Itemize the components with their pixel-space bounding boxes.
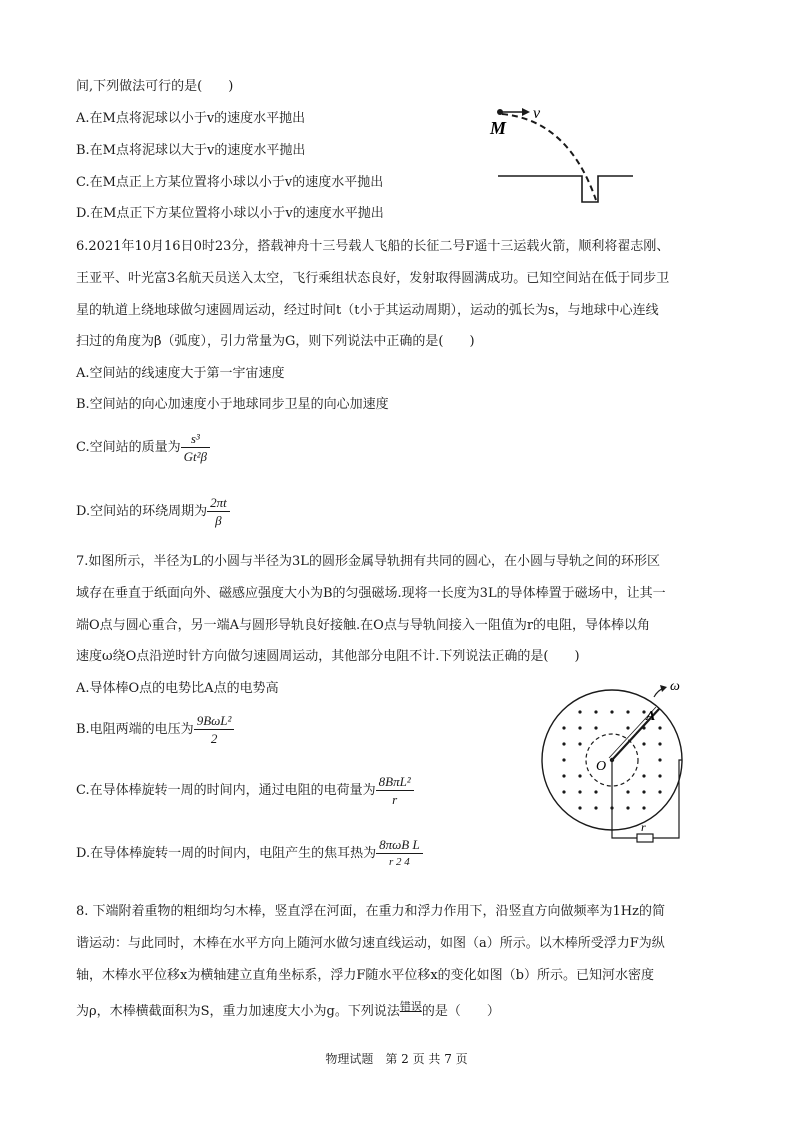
field-dot [626, 710, 629, 713]
q8-line-4-tail: 的是（ ） [421, 1004, 500, 1019]
q6-option-c-text: C.空间站的质量为 [76, 440, 181, 455]
q6-option-b: B.空间站的向心加速度小于地球同步卫星的向心加速度 [76, 397, 389, 412]
field-dot [642, 806, 645, 809]
q5-option-a: A.在M点将泥球以小于v的速度水平抛出 [76, 111, 306, 126]
field-dot [562, 790, 565, 793]
field-dot [562, 758, 565, 761]
point-m-label: M [490, 118, 507, 138]
fraction-numerator: 8BπL² [376, 773, 414, 791]
point-o-label: O [596, 759, 607, 774]
q6-line-2: 王亚平、叶光富3名航天员送入太空，飞行乘组状态良好，发射取得圆满成功。已知空间站在低于同步卫 [76, 271, 670, 286]
field-dot [658, 790, 661, 793]
field-dot [562, 742, 565, 745]
q7-line-3: 端O点与圆心重合，另一端A与圆形导轨良好接触.在O点与导轨间接入一阻值为r的电阻，导体棒以角 [76, 618, 651, 633]
fraction-denominator: r 2 4 [389, 856, 410, 868]
resistor [637, 834, 653, 842]
field-dot [594, 790, 597, 793]
q6-line-1: 6.2021年10月16日0时23分，搭载神舟十三号载人飞船的长征二号F遥十三运载火箭，顺利将翟志刚、 [76, 239, 670, 254]
q6-option-d-fraction [207, 494, 230, 529]
field-dot [642, 742, 645, 745]
omega-label: ω [670, 679, 680, 694]
ground-with-hole [498, 176, 633, 202]
rotation-arrowhead [660, 685, 667, 692]
q8-handwritten-word: 错误 [399, 1000, 422, 1013]
field-dot [578, 806, 581, 809]
q7-line-2: 域存在垂直于纸面向外、磁感应强度大小为B的匀强磁场.现将一长度为3L的导体棒置于磁场中，让其一 [76, 586, 666, 601]
q5-projectile-figure [488, 100, 638, 210]
fraction-denominator: r [392, 792, 398, 807]
q7-option-b-fraction [194, 712, 235, 747]
field-dot [626, 806, 629, 809]
q5-option-c: C.在M点正上方某位置将小球以小于v的速度水平抛出 [76, 175, 384, 190]
velocity-arrowhead [522, 108, 530, 116]
field-dot [642, 774, 645, 777]
page-footer: 物理试题 第 2 页 共 7 页 [325, 1052, 468, 1066]
q8-line-2: 谐运动：与此同时，木棒在水平方向上随河水做匀速直线运动，如图（a）所示。以木棒所受浮力F为纵 [76, 936, 665, 951]
q7-option-d-fraction [376, 836, 423, 871]
q6-option-a: A.空间站的线速度大于第一宇宙速度 [76, 366, 285, 381]
q6-line-4: 扫过的角度为β（弧度），引力常量为G，则下列说法中正确的是( ) [76, 334, 475, 349]
q7-option-b-text: B.电阻两端的电压为 [76, 722, 194, 737]
q6-option-c-fraction [181, 430, 210, 465]
field-dot [578, 790, 581, 793]
field-dot [642, 790, 645, 793]
velocity-label: v [533, 105, 541, 122]
field-dot [594, 806, 597, 809]
q7-line-1: 7.如图所示，半径为L的小圆与半径为3L的圆形金属导轨拥有共同的圆心，在小圆与导轨之间的环形区 [76, 554, 660, 569]
q7-option-d [76, 836, 423, 872]
q7-magnetic-field-figure [540, 676, 700, 856]
field-dot [658, 758, 661, 761]
field-dot [562, 726, 565, 729]
q7-option-d-text: D.在导体棒旋转一周的时间内，电阻产生的焦耳热为 [76, 846, 377, 861]
q6-line-3: 星的轨道上绕地球做匀速圆周运动，经过时间t（t小于其运动周期），运动的弧长为s，与地球中心连线 [76, 303, 659, 318]
circuit-wire-right [653, 760, 682, 838]
fraction-numerator: 9BωL² [194, 712, 235, 730]
resistor-label: r [641, 820, 646, 834]
fraction-numerator: 8πωB L [376, 836, 423, 854]
fraction-denominator: Gt²β [183, 449, 207, 464]
q8-line-3: 轴，木棒水平位移x为横轴建立直角坐标系，浮力F随水平位移x的变化如图（b）所示。已知河水密度 [76, 968, 655, 983]
q8-line-4-text: 为ρ，木棒横截面积为S，重力加速度大小为g。下列说法 [76, 1004, 400, 1019]
field-dot [578, 726, 581, 729]
field-dot [658, 774, 661, 777]
field-dot [626, 790, 629, 793]
q6-option-d-text: D.空间站的环绕周期为 [76, 504, 208, 519]
q6-option-c [76, 430, 210, 466]
field-dot [562, 774, 565, 777]
field-dot [610, 710, 613, 713]
fraction-numerator: s³ [181, 430, 210, 448]
q6-option-d [76, 494, 230, 530]
q7-option-a: A.导体棒O点的电势比A点的电势高 [76, 681, 279, 696]
q7-option-b [76, 712, 234, 748]
q5-stem-tail: 间,下列做法可行的是( ) [76, 79, 234, 94]
field-dot [594, 726, 597, 729]
fraction-denominator: β [215, 513, 222, 528]
field-dot [658, 726, 661, 729]
q8-line-1: 8. 下端附着重物的粗细均匀木棒，竖直浮在河面，在重力和浮力作用下，沿竖直方向做频率为1Hz的简 [76, 904, 665, 919]
q5-option-b: B.在M点将泥球以大于v的速度水平抛出 [76, 143, 306, 158]
point-a-label: A [646, 709, 656, 724]
field-dot [658, 742, 661, 745]
q7-line-4: 速度ω绕O点沿逆时针方向做匀速圆周运动，其他部分电阻不计.下列说法正确的是( ) [76, 649, 580, 664]
field-dot [578, 774, 581, 777]
q7-option-c-text: C.在导体棒旋转一周的时间内，通过电阻的电荷量为 [76, 783, 376, 798]
fraction-denominator: 2 [210, 731, 218, 746]
fraction-numerator: 2πt [207, 494, 230, 512]
q8-line-4 [76, 998, 500, 1021]
q7-option-c-fraction [376, 773, 414, 808]
field-dot [578, 742, 581, 745]
field-dot [578, 710, 581, 713]
field-dot [626, 726, 629, 729]
q7-option-c [76, 773, 414, 809]
q5-option-d: D.在M点正下方某位置将小球以小于v的速度水平抛出 [76, 206, 384, 221]
field-dot [594, 710, 597, 713]
